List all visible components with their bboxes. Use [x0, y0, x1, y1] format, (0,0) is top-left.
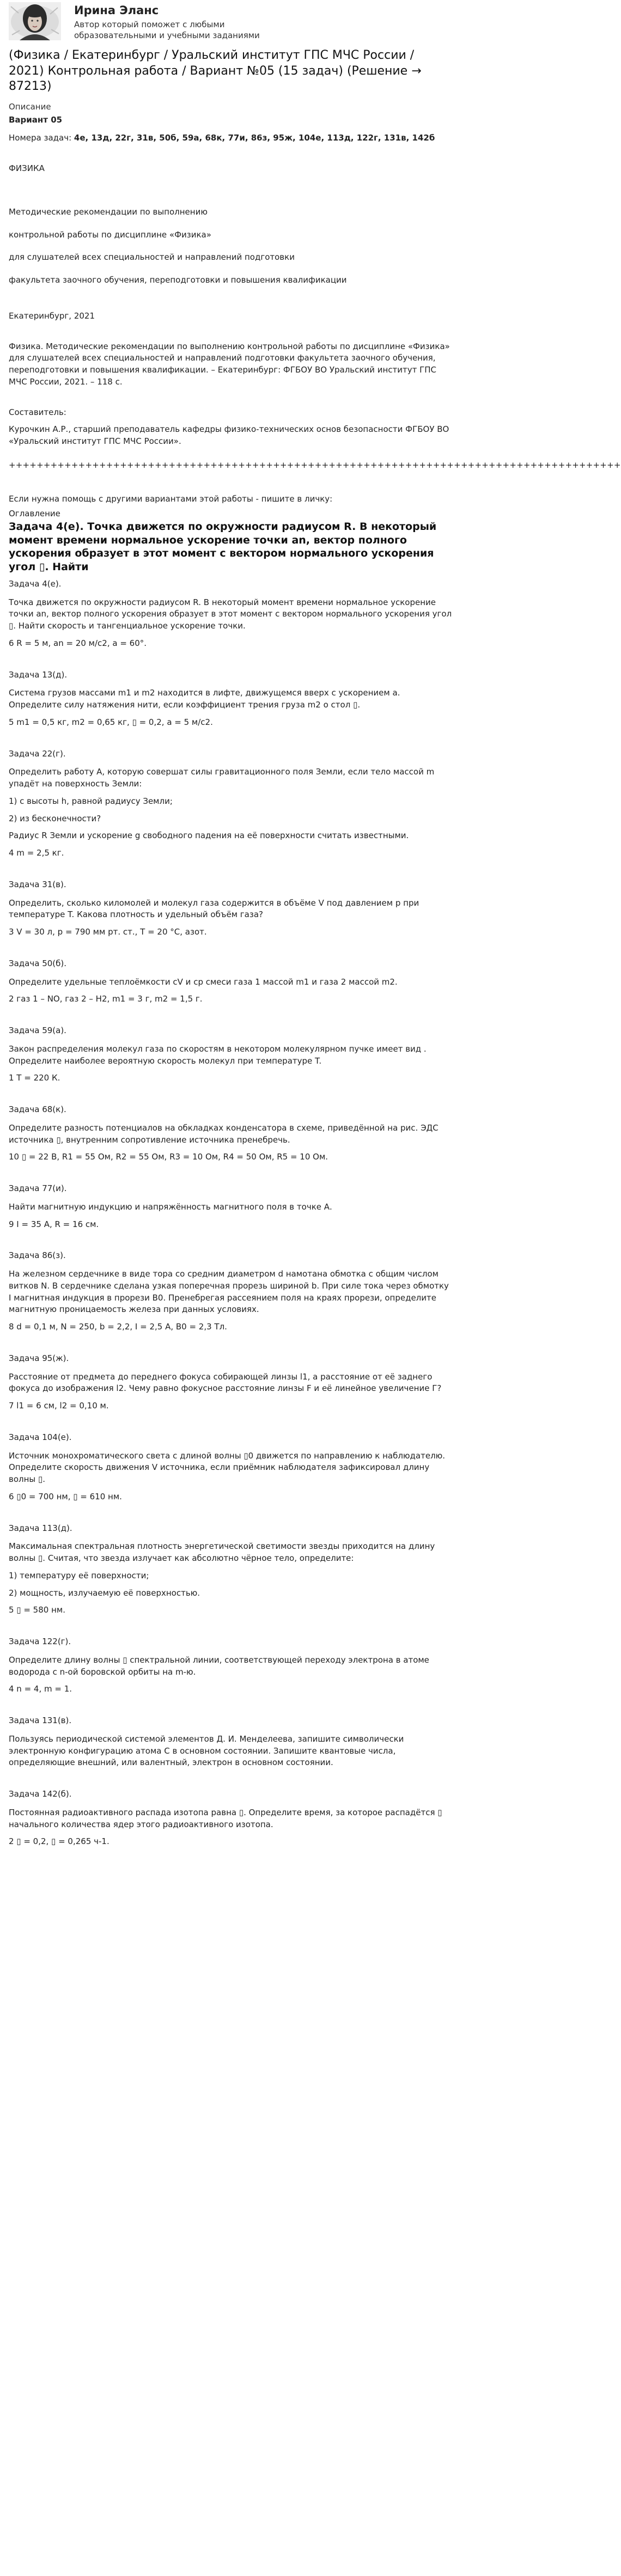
task-title: Задача 77(и). — [9, 1183, 67, 1194]
intro-line: контрольной работы по дисциплине «Физика» — [9, 229, 211, 240]
main-task-heading: Задача 4(е). Точка движется по окружности радиусом R. В некоторый момент времени нормальное ускорение точки an, вектор полного ускорения образует в этот момент с вектором нормального ускорения угол ▯. Найти — [9, 521, 437, 573]
compiler-label: Составитель: — [9, 407, 66, 417]
task-condition: 2) мощность, излучаемую её поверхностью. — [9, 1588, 200, 1598]
task-given-data: 4 n = 4, m = 1. — [9, 1684, 72, 1694]
task-given-data: 7 l1 = 6 см, l2 = 0,10 м. — [9, 1401, 109, 1411]
task-condition: Определить, сколько киломолей и молекул газа содержится в объёме V под давлением p при температуре T. Какова плотность и удельный объём газа? — [9, 898, 419, 920]
task-title: Задача 50(б). — [9, 958, 67, 968]
task-given-data: 10 ▯ = 22 В, R1 = 55 Ом, R2 = 55 Ом, R3 = 10 Ом, R4 = 50 Ом, R5 = 10 Ом. — [9, 1152, 328, 1162]
avatar[interactable] — [9, 2, 61, 40]
task-condition: 1) температуру её поверхности; — [9, 1570, 149, 1580]
task-title: Задача 142(б). — [9, 1789, 72, 1799]
task-item — [9, 879, 453, 938]
task-condition: Определите удельные теплоёмкости cV и cp смеси газа 1 массой m1 и газа 2 массой m2. — [9, 976, 398, 987]
task-condition: Максимальная спектральная плотность энергетической светимости звезды приходится на длину волны ▯. Считая, что звезда излучает как абсолютно чёрное тело, определите: — [9, 1541, 435, 1564]
work-title: (Физика / Екатеринбург / Уральский институт ГПС МЧС России / 2021) Контрольная работа / Вариант №05 (15 задач) (Решение → 87213) — [9, 48, 422, 94]
task-given-data: 2 газ 1 – NO, газ 2 – H2, m1 = 3 г, m2 = 1,5 г. — [9, 994, 203, 1004]
variant-title: Вариант 05 — [9, 114, 63, 125]
task-item — [9, 578, 453, 650]
task-numbers — [9, 132, 453, 144]
task-given-data: 8 d = 0,1 м, N = 250, b = 2,2, I = 2,5 А, B0 = 2,3 Тл. — [9, 1322, 227, 1332]
intro-line: факультета заочного обучения, переподготовки и повышения квалификации — [9, 275, 347, 285]
task-given-data: 1 T = 220 К. — [9, 1073, 60, 1083]
task-title: Задача 95(ж). — [9, 1353, 69, 1363]
task-item — [9, 1715, 453, 1769]
task-item — [9, 1104, 453, 1163]
task-title: Задача 22(г). — [9, 748, 66, 759]
task-condition: Расстояние от предмета до переднего фокуса собирающей линзы l1, а расстояние от её заднего фокуса до изображения l2. Чему равно фокусное расстояние линзы F и её линейное увеличение Г? — [9, 1371, 442, 1394]
task-condition: 2) из бесконечности? — [9, 813, 101, 823]
task-item — [9, 1636, 453, 1695]
avatar-portrait-icon — [9, 2, 61, 40]
task-item — [9, 669, 453, 729]
task-title: Задача 68(к). — [9, 1104, 66, 1115]
task-condition: Определите длину волны ▯ спектральной линии, соответствующей переходу электрона в атоме водорода с n-ой боровской орбиты на m-ю. — [9, 1655, 429, 1677]
task-condition: Радиус R Земли и ускорение g свободного падения на её поверхности считать известными. — [9, 831, 409, 841]
task-title: Задача 59(а). — [9, 1025, 66, 1036]
description-label: Описание — [9, 101, 51, 112]
task-title: Задача 122(г). — [9, 1637, 71, 1647]
author-description: Автор который поможет с любыми образовательными и учебными заданиями — [74, 20, 260, 40]
author-header — [9, 0, 453, 45]
task-given-data: 3 V = 30 л, p = 790 мм рт. ст., T = 20 °С, азот. — [9, 927, 207, 937]
city-year: Екатеринбург, 2021 — [9, 310, 95, 321]
task-item — [9, 1432, 453, 1503]
task-item — [9, 1523, 453, 1617]
task-title: Задача 13(д). — [9, 669, 68, 680]
task-title: Задача 31(в). — [9, 879, 66, 889]
task-numbers-value: 4е, 13д, 22г, 31в, 50б, 59а, 68к, 77и, 86з, 95ж, 104е, 113д, 122г, 131в, 142б — [74, 133, 435, 143]
task-given-data: 2 ▯ = 0,2, ▯ = 0,265 ч-1. — [9, 1836, 109, 1847]
bibliographic-description: Физика. Методические рекомендации по выполнению контрольной работы по дисциплине «Физика» для слушателей всех специальностей и направлений подготовки факультета заочного обучения, переподготовки и повышения квалификации. – Екатеринбург: ФГБОУ ВО Уральский институт ГПС МЧС России, 2021. – 118 с. — [9, 341, 450, 387]
task-given-data: 6 ▯0 = 700 нм, ▯ = 610 нм. — [9, 1491, 122, 1501]
task-title: Задача 113(д). — [9, 1523, 72, 1533]
task-given-data: 5 ▯ = 580 нм. — [9, 1605, 65, 1615]
task-numbers-label: Номера задач: — [9, 133, 72, 143]
task-given-data: 6 R = 5 м, an = 20 м/с2, a = 60°. — [9, 638, 147, 648]
compiler-text: Курочкин А.Р., старший преподаватель кафедры физико-технических основ безопасности ФГБОУ ВО «Уральский институт ГПС МЧС России». — [9, 424, 449, 447]
task-title: Задача 4(е). — [9, 578, 62, 589]
contact-text: Если нужна помощь с другими вариантами этой работы - пишите в личку: — [9, 493, 333, 504]
author-info — [74, 2, 303, 41]
separator-line: ++++++++++++++++++++++++++++++++++++++++++++++++++++++++++++++++++++++++++++++++++++++++ — [9, 460, 621, 470]
task-condition: Закон распределения молекул газа по скоростям в некотором молекулярном пучке имеет вид . Определите наиболее вероятную скорость молекул при температуре T. — [9, 1043, 427, 1066]
intro-lines — [9, 206, 453, 286]
task-condition: Система грузов массами m1 и m2 находится в лифте, движущемся вверх с ускорением a. Определите силу натяжения нити, если коэффициент трения груза m2 о стол ▯. — [9, 688, 400, 710]
task-condition: Определить работу A, которую совершат силы гравитационного поля Земли, если тело массой m упадёт на поверхность Земли: — [9, 767, 435, 789]
task-item — [9, 1250, 453, 1333]
task-condition: Пользуясь периодической системой элементов Д. И. Менделеева, запишите символически электронную конфигурацию атома С в основном состоянии. Запишите квантовые числа, определяющие внешний, или валентный, электрон в основном состоянии. — [9, 1733, 404, 1768]
task-title: Задача 104(е). — [9, 1432, 72, 1442]
task-condition: Источник монохроматического света с длиной волны ▯0 движется по направлению к наблюдателю. Определите скорость движения V источника, если приёмник наблюдателя зафиксировал длину волны ▯. — [9, 1450, 446, 1485]
task-list — [9, 578, 453, 1848]
author-name[interactable]: Ирина Эланс — [74, 4, 159, 17]
task-item — [9, 1353, 453, 1412]
task-item — [9, 1788, 453, 1848]
toc-label[interactable]: Оглавление — [9, 509, 60, 519]
task-condition: На железном сердечнике в виде тора со средним диаметром d намотана обмотка с общим числом витков N. В сердечнике сделана узкая поперечная прорезь шириной b. При силе тока через обмотку I магнитная индукция в прорези B0. Пренебрегая рассеянием поля на краях прорези, определите магнитную проницаемость железа при данных условиях. — [9, 1269, 449, 1315]
task-condition: Найти магнитную индукцию и напряжённость магнитного поля в точке А. — [9, 1201, 332, 1212]
task-title: Задача 131(в). — [9, 1716, 72, 1726]
task-condition: Точка движется по окружности радиусом R. В некоторый момент времени нормальное ускорение точки an, вектор полного ускорения образует в этот момент с вектором нормального ускорения угол ▯. Найти скорость и тангенциальное ускорение точки. — [9, 597, 452, 631]
task-given-data: 5 m1 = 0,5 кг, m2 = 0,65 кг, ▯ = 0,2, a = 5 м/с2. — [9, 717, 213, 727]
intro-line: для слушателей всех специальностей и направлений подготовки — [9, 252, 295, 263]
intro-line: Методические рекомендации по выполнению — [9, 206, 208, 217]
task-item — [9, 1183, 453, 1230]
task-item — [9, 1025, 453, 1084]
task-given-data: 9 I = 35 А, R = 16 см. — [9, 1219, 99, 1229]
task-title: Задача 86(з). — [9, 1250, 66, 1261]
task-item — [9, 958, 453, 1005]
task-condition: Постоянная радиоактивного распада изотопа равна ▯. Определите время, за которое распадётся ▯ начального количества ядер этого радиоактивного изотопа. — [9, 1807, 442, 1829]
task-item — [9, 748, 453, 859]
task-condition: Определите разность потенциалов на обкладках конденсатора в схеме, приведённой на рис. ЭДС источника ▯, внутренним сопротивление источника пренебречь. — [9, 1122, 439, 1145]
subject-heading: ФИЗИКА — [9, 163, 45, 174]
task-condition: 1) с высоты h, равной радиусу Земли; — [9, 796, 173, 806]
task-given-data: 4 m = 2,5 кг. — [9, 848, 64, 858]
